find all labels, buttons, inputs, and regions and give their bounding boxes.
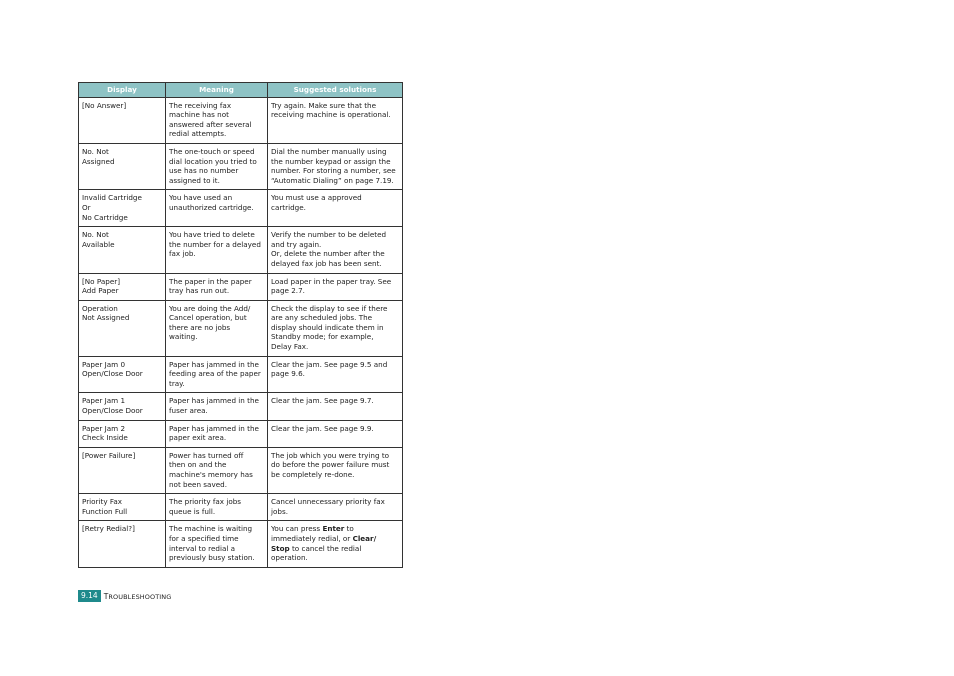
meaning-cell bbox=[166, 356, 268, 393]
solution-cell bbox=[268, 521, 403, 567]
cell-line: Cancel unnecessary priority fax bbox=[271, 497, 385, 507]
cell-line: waiting. bbox=[169, 332, 198, 342]
cell-line: Clear the jam. See page 9.5 and bbox=[271, 359, 388, 369]
cell-line: The receiving fax bbox=[169, 100, 232, 110]
cell-line: and try again. bbox=[271, 239, 322, 249]
display-cell bbox=[79, 521, 166, 567]
solution-cell bbox=[268, 356, 403, 393]
text-segment: immediately redial, or bbox=[271, 533, 353, 543]
text-segment: to bbox=[344, 524, 354, 534]
cell-line: Or bbox=[82, 202, 91, 212]
table-row bbox=[79, 356, 403, 393]
cell-line: The priority fax jobs bbox=[169, 497, 242, 507]
table-header-row bbox=[79, 83, 403, 98]
bold-key-name: Stop bbox=[271, 543, 290, 553]
cell-line: [No Paper] bbox=[82, 276, 121, 286]
cell-line: Assigned bbox=[82, 156, 115, 166]
text-segment: operation. bbox=[271, 553, 308, 563]
display-cell bbox=[79, 190, 166, 227]
display-cell bbox=[79, 300, 166, 356]
cell-line: [Power Failure] bbox=[82, 450, 136, 460]
cell-line: Standby mode; for example, bbox=[271, 332, 374, 342]
cell-line: receiving machine is operational. bbox=[271, 110, 391, 120]
cell-line: Available bbox=[82, 239, 115, 249]
cell-line: machine has not bbox=[169, 110, 229, 120]
cell-line: cartridge. bbox=[271, 202, 306, 212]
cell-line: answered after several bbox=[169, 119, 252, 129]
cell-line: Cancel operation, but bbox=[169, 313, 247, 323]
cell-line: are any scheduled jobs. The bbox=[271, 313, 373, 323]
cell-line: for a specified time bbox=[169, 533, 239, 543]
cell-line: not been saved. bbox=[169, 479, 227, 489]
cell-line: Open/Close Door bbox=[82, 406, 143, 416]
cell-line bbox=[271, 534, 399, 544]
cell-line: Priority Fax bbox=[82, 497, 122, 507]
meaning-cell bbox=[166, 273, 268, 300]
cell-line: You have used an bbox=[169, 193, 233, 203]
cell-line: Paper has jammed in the bbox=[169, 359, 259, 369]
cell-line: No. Not bbox=[82, 230, 109, 240]
header-solutions: Suggested solutions bbox=[268, 83, 403, 98]
cell-line: Paper Jam 2 bbox=[82, 423, 126, 433]
meaning-cell bbox=[166, 227, 268, 273]
cell-line: The machine is waiting bbox=[169, 524, 253, 534]
display-cell bbox=[79, 494, 166, 521]
cell-line: interval to redial a bbox=[169, 543, 236, 553]
header-display: Display bbox=[79, 83, 166, 98]
cell-line: number. For storing a number, see bbox=[271, 166, 396, 176]
cell-line: tray. bbox=[169, 378, 185, 388]
solution-cell bbox=[268, 227, 403, 273]
display-cell bbox=[79, 356, 166, 393]
cell-line: Function Full bbox=[82, 506, 128, 516]
cell-line: [Retry Redial?] bbox=[82, 524, 135, 534]
solution-cell bbox=[268, 300, 403, 356]
meaning-cell bbox=[166, 521, 268, 567]
meaning-cell bbox=[166, 300, 268, 356]
cell-line: Delay Fax. bbox=[271, 342, 309, 352]
cell-line: page 2.7. bbox=[271, 286, 305, 296]
cell-line: do before the power failure must bbox=[271, 460, 390, 470]
cell-line: Check Inside bbox=[82, 433, 128, 443]
solution-cell bbox=[268, 190, 403, 227]
cell-line bbox=[271, 544, 399, 554]
display-cell bbox=[79, 97, 166, 143]
cell-line: Paper Jam 0 bbox=[82, 359, 126, 369]
cell-line: delayed fax job has been sent. bbox=[271, 258, 382, 268]
bold-key-name: Enter bbox=[322, 524, 345, 534]
display-cell bbox=[79, 420, 166, 447]
meaning-cell bbox=[166, 143, 268, 189]
display-cell bbox=[79, 393, 166, 420]
cell-line: Dial the number manually using bbox=[271, 146, 387, 156]
text-segment: to cancel the redial bbox=[289, 543, 362, 553]
cell-line: fuser area. bbox=[169, 406, 208, 416]
cell-line: display should indicate them in bbox=[271, 322, 384, 332]
cell-line: Paper Jam 1 bbox=[82, 396, 126, 406]
cell-line: The job which you were trying to bbox=[271, 450, 390, 460]
cell-line: machine's memory has bbox=[169, 470, 253, 479]
cell-line: paper exit area. bbox=[169, 433, 227, 443]
table-row bbox=[79, 227, 403, 273]
table-row bbox=[79, 494, 403, 521]
page-footer bbox=[78, 590, 171, 602]
cell-line: Add Paper bbox=[82, 286, 119, 296]
cell-line: the number keypad or assign the bbox=[271, 156, 391, 166]
text-segment: You can press bbox=[271, 524, 323, 534]
display-cell bbox=[79, 273, 166, 300]
solution-cell bbox=[268, 393, 403, 420]
display-cell bbox=[79, 447, 166, 493]
cell-line: Check the display to see if there bbox=[271, 303, 388, 313]
cell-line: Paper has jammed in the bbox=[169, 396, 259, 406]
cell-line: redial attempts. bbox=[169, 129, 227, 139]
cell-line: then on and the bbox=[169, 460, 227, 470]
display-cell bbox=[79, 227, 166, 273]
solution-cell bbox=[268, 447, 403, 493]
header-meaning: Meaning bbox=[166, 83, 268, 98]
cell-line: dial location you tried to bbox=[169, 156, 257, 166]
meaning-cell bbox=[166, 447, 268, 493]
cell-line: “Automatic Dialing” on page 7.19. bbox=[271, 175, 394, 185]
solution-cell bbox=[268, 494, 403, 521]
cell-line: You are doing the Add/ bbox=[169, 303, 251, 313]
solution-cell bbox=[268, 420, 403, 447]
cell-line: No. Not bbox=[82, 146, 109, 156]
table-row bbox=[79, 190, 403, 227]
table-row bbox=[79, 300, 403, 356]
solution-cell bbox=[268, 273, 403, 300]
cell-line: previously busy station. bbox=[169, 553, 255, 563]
cell-line: unauthorized cartridge. bbox=[169, 202, 254, 212]
meaning-cell bbox=[166, 494, 268, 521]
meaning-cell bbox=[166, 97, 268, 143]
cell-line: use has no number bbox=[169, 166, 239, 176]
page-number: 9.14 bbox=[78, 590, 101, 602]
meaning-cell bbox=[166, 393, 268, 420]
cell-line: the number for a delayed bbox=[169, 239, 261, 249]
cell-line: there are no jobs bbox=[169, 322, 231, 332]
table-row bbox=[79, 521, 403, 567]
cell-line: The one-touch or speed bbox=[169, 146, 255, 156]
section-title bbox=[104, 592, 172, 601]
cell-line: tray has run out. bbox=[169, 286, 230, 296]
cell-line: Or, delete the number after the bbox=[271, 249, 385, 259]
cell-line: assigned to it. bbox=[169, 175, 220, 185]
table-row bbox=[79, 97, 403, 143]
cell-line: jobs. bbox=[271, 506, 288, 516]
cell-line bbox=[271, 553, 399, 563]
cell-line: be completely re-done. bbox=[271, 470, 355, 479]
table-row bbox=[79, 143, 403, 189]
cell-line: Clear the jam. See page 9.9. bbox=[271, 423, 374, 433]
cell-line: queue is full. bbox=[169, 506, 216, 516]
cell-line: [No Answer] bbox=[82, 100, 127, 110]
meaning-cell bbox=[166, 190, 268, 227]
table-body bbox=[79, 97, 403, 567]
cell-line: Clear the jam. See page 9.7. bbox=[271, 396, 374, 406]
cell-line bbox=[271, 524, 399, 534]
solution-cell bbox=[268, 97, 403, 143]
cell-line: You have tried to delete bbox=[169, 230, 255, 240]
table-row bbox=[79, 420, 403, 447]
cell-line: Invalid Cartridge bbox=[82, 193, 142, 203]
table-row bbox=[79, 393, 403, 420]
cell-line: fax job. bbox=[169, 249, 196, 259]
cell-line: You must use a approved bbox=[271, 193, 362, 203]
bold-key-name: Clear/ bbox=[352, 533, 377, 543]
cell-line: No Cartridge bbox=[82, 212, 128, 222]
cell-line: Open/Close Door bbox=[82, 369, 143, 379]
display-cell bbox=[79, 143, 166, 189]
cell-line: page 9.6. bbox=[271, 369, 305, 379]
solution-cell bbox=[268, 143, 403, 189]
cell-line: The paper in the paper bbox=[169, 276, 252, 286]
cell-line: Verify the number to be deleted bbox=[271, 230, 387, 240]
table-row bbox=[79, 273, 403, 300]
cell-line: Operation bbox=[82, 303, 118, 313]
cell-line: Try again. Make sure that the bbox=[271, 100, 377, 110]
meaning-cell bbox=[166, 420, 268, 447]
section-title-initial: T bbox=[103, 591, 109, 601]
cell-line: Power has turned off bbox=[169, 450, 244, 460]
section-title-rest: ROUBLESHOOTING bbox=[108, 592, 172, 601]
cell-line: Not Assigned bbox=[82, 313, 130, 323]
cell-line: Load paper in the paper tray. See bbox=[271, 276, 392, 286]
cell-line: Paper has jammed in the bbox=[169, 423, 259, 433]
error-message-table bbox=[78, 82, 403, 568]
table-row bbox=[79, 447, 403, 493]
cell-line: feeding area of the paper bbox=[169, 369, 261, 379]
